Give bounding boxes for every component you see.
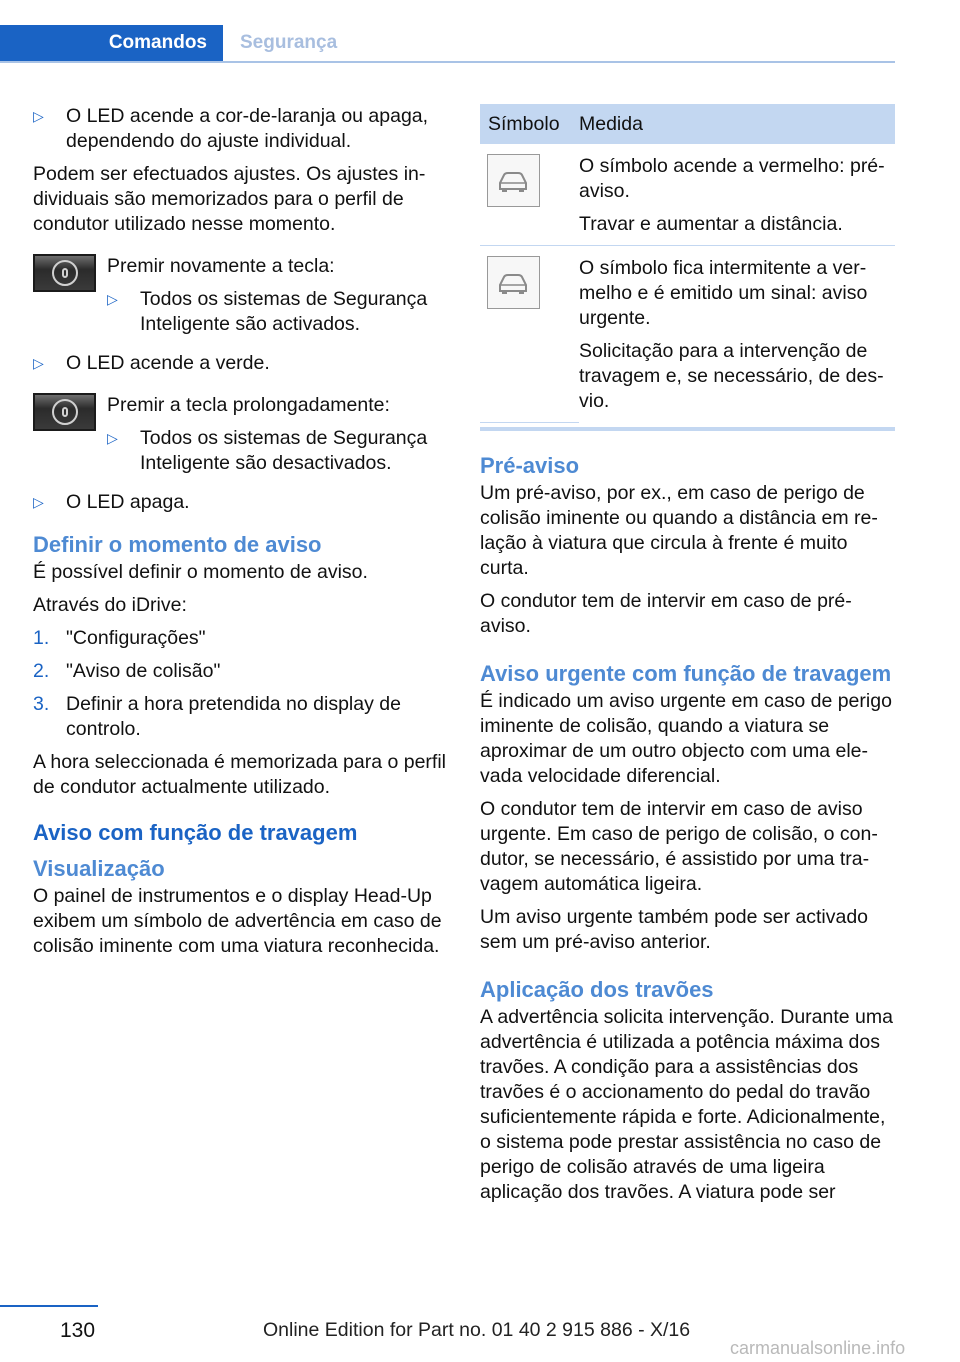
- table-header-symbol: Símbolo: [480, 104, 579, 144]
- section-heading: Pré-aviso: [480, 452, 580, 478]
- page-number: 130: [60, 1319, 96, 1342]
- header-bar: [0, 25, 895, 63]
- key-instruction-text: Premir a tecla prolongadamente:: [107, 394, 390, 416]
- triangle-bullet-icon: ▷: [33, 494, 44, 510]
- paragraph: O painel de instrumentos e o display Head-Up exibem um símbolo de advertência em caso de colisão iminente com uma viatura reconhecida.: [33, 885, 442, 957]
- list-item: ▷ O LED acende a verde.: [33, 352, 270, 374]
- paragraph: A advertência solicita intervenção. Durante uma advertência é utilizada a potência máxima dos travões. A condição para a assistências dos travões é o accionamento do pedal do travão suficientemente rápida e forte. Adicionalmente, o sistema pode prestar assistência no caso de perigo de colisão através de uma ligeira aplicação dos travões. A viatura pode ser: [480, 1005, 893, 1203]
- watermark: carmanualsonline.info: [730, 1338, 906, 1358]
- tab-comandos[interactable]: Comandos: [0, 25, 223, 61]
- triangle-bullet-icon: ▷: [107, 291, 118, 307]
- car-warning-icon: [487, 154, 540, 207]
- paragraph: A hora seleccionada é memorizada para o perfil de condutor actualmente utilizado.: [33, 751, 446, 798]
- key-instruction-text: Premir novamente a tecla:: [107, 255, 335, 277]
- intelligent-safety-button-icon: [33, 254, 96, 292]
- intelligent-safety-button-icon: [33, 393, 96, 431]
- key-instruction: [33, 393, 448, 484]
- paragraph: Podem ser efectuados ajustes. Os ajustes individuais são memorizados para o perfil de condutor utilizado nesse momento.: [33, 163, 426, 235]
- table-header-measure: Medida: [579, 104, 895, 144]
- list-item: ▷ O LED apaga.: [33, 491, 190, 513]
- triangle-bullet-icon: ▷: [33, 108, 44, 124]
- paragraph: É indicado um aviso urgente em caso de perigo iminente de colisão, quando a viatura se aproximar de um outro objecto com uma elevada velocidade diferencial.: [480, 689, 892, 787]
- tab-seguranca[interactable]: Segurança: [240, 32, 338, 53]
- list-item: ▷ Todos os sistemas de Segurança Inteligente são desactivados.: [107, 427, 428, 474]
- page-number-rule: [0, 1305, 98, 1307]
- key-instruction: [33, 254, 448, 345]
- triangle-bullet-icon: ▷: [33, 355, 44, 371]
- list-item: 3. Definir a hora pretendida no display de controlo.: [33, 693, 401, 740]
- main-heading: Aviso com função de travagem: [33, 820, 358, 845]
- section-heading: Aplicação dos travões: [480, 976, 714, 1002]
- symbol-table: [480, 104, 895, 423]
- list-item: ▷ O LED acende a cor-de-laranja ou apaga, dependendo do ajuste individual.: [33, 105, 429, 152]
- car-warning-blinking-icon: [487, 256, 540, 309]
- steps-list: [33, 626, 448, 742]
- paragraph: O condutor tem de intervir em caso de aviso urgente. Em caso de perigo de colisão, o condutor, se necessário, é assistido por uma travagem automática ligeira.: [480, 797, 878, 895]
- table-bottom-rule: [480, 427, 895, 431]
- section-heading: Definir o momento de aviso: [33, 532, 322, 557]
- triangle-bullet-icon: ▷: [107, 430, 118, 446]
- edition-footer: Online Edition for Part no. 01 40 2 915 886 - X/16: [263, 1319, 691, 1341]
- paragraph: Através do iDrive:: [33, 594, 187, 616]
- section-heading: Aviso urgente com função de travagem: [480, 660, 892, 686]
- table-row: O símbolo fica intermitente a vermelho e é emitido um sinal: aviso urgente. Solicitação para a intervenção de travagem e, se necessário, de desvio.: [480, 246, 895, 423]
- list-item: ▷ Todos os sistemas de Segurança Inteligente são activados.: [107, 288, 428, 335]
- paragraph: É possível definir o momento de aviso.: [33, 561, 368, 583]
- paragraph: Um pré-aviso, por ex., em caso de perigo de colisão iminente ou quando a distância em relação à viatura que circula à frente é muito curta.: [480, 481, 878, 579]
- list-item: 1. "Configurações": [33, 627, 206, 649]
- right-column: [480, 104, 895, 1213]
- paragraph: O condutor tem de intervir em caso de pré-aviso.: [480, 589, 852, 637]
- paragraph: Um aviso urgente também pode ser activado sem um pré-aviso anterior.: [480, 905, 869, 953]
- section-heading: Visualização: [33, 856, 165, 881]
- list-item: 2. "Aviso de colisão": [33, 660, 221, 682]
- left-column: [33, 104, 448, 967]
- table-row: O símbolo acende a vermelho: pré-aviso. Travar e aumentar a distância.: [480, 144, 895, 246]
